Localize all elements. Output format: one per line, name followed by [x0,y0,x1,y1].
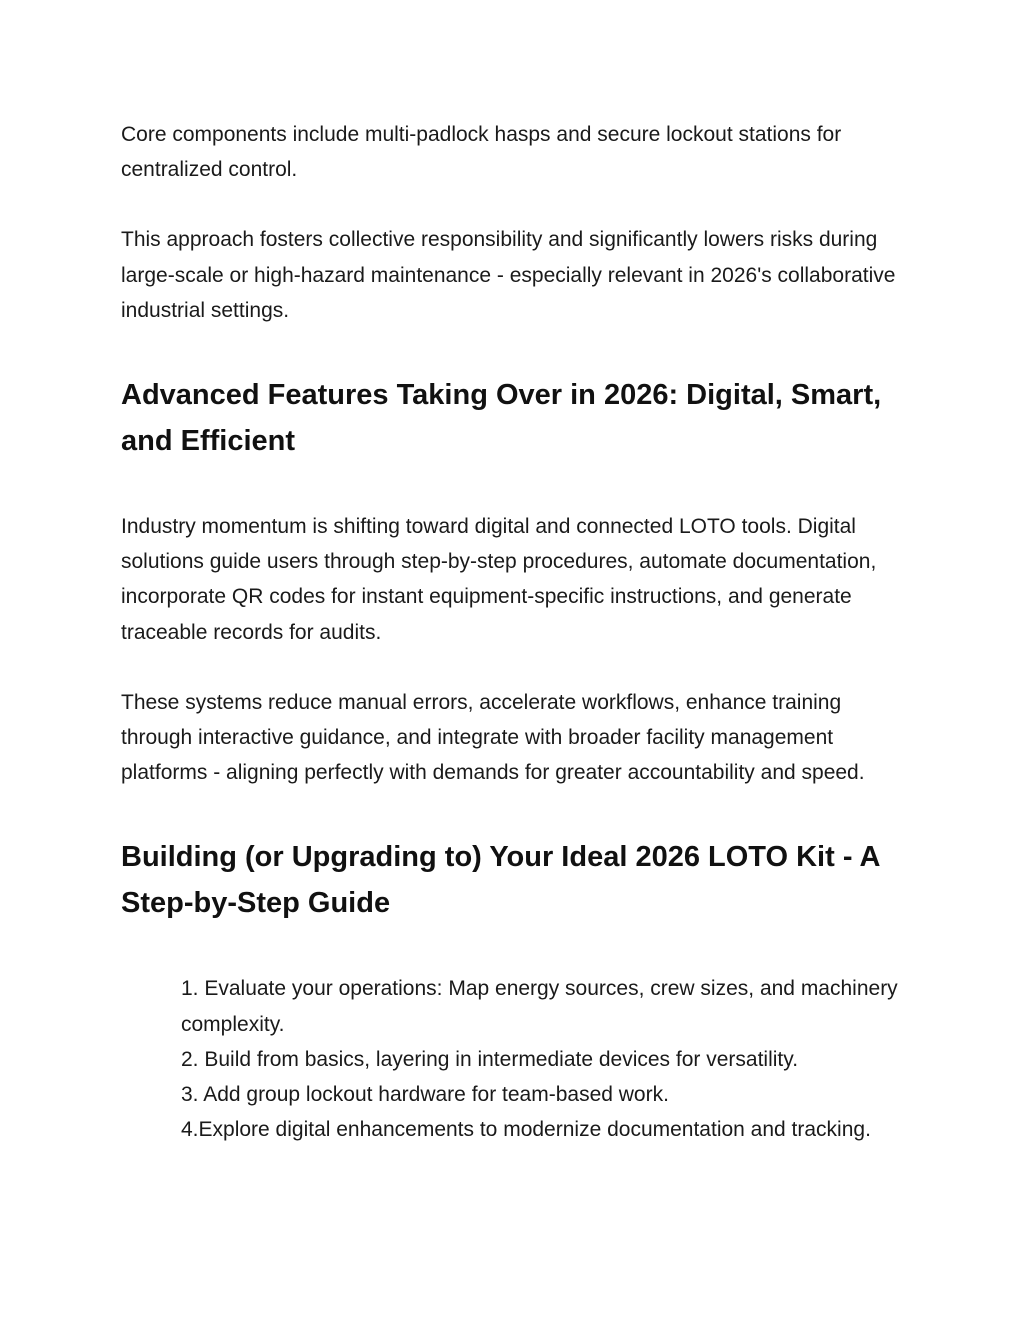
paragraph-collective-responsibility: This approach fosters collective responsibility and significantly lowers risks during large-scale or high-hazard maintenance - especially relevant in 2026's collaborative industrial settings. [121,228,896,322]
step-list [121,971,911,1147]
heading-building-loto-kit: Building (or Upgrading to) Your Ideal 2026 LOTO Kit - A Step-by-Step Guide [121,841,880,920]
document-page [121,117,911,1147]
paragraph-core-components: Core components include multi-padlock hasps and secure lockout stations for centralized control. [121,123,842,182]
list-item: 1. Evaluate your operations: Map energy sources, crew sizes, and machinery complexity. [181,977,898,1036]
paragraph-industry-momentum: Industry momentum is shifting toward digital and connected LOTO tools. Digital solutions guide users through step-by-step procedures, automate documentation, incorporate QR codes for instant equipment-specific instructions, and generate traceable records for audits. [121,515,877,644]
list-item: 4.Explore digital enhancements to modernize documentation and tracking. [181,1118,871,1142]
list-item: 2. Build from basics, layering in intermediate devices for versatility. [181,1047,799,1071]
heading-advanced-features: Advanced Features Taking Over in 2026: Digital, Smart, and Efficient [121,379,882,458]
paragraph-systems-benefits: These systems reduce manual errors, accelerate workflows, enhance training through interactive guidance, and integrate with broader facility management platforms - aligning perfectly with demands for greater accountability and speed. [121,690,865,785]
list-item: 3. Add group lockout hardware for team-based work. [181,1083,669,1107]
